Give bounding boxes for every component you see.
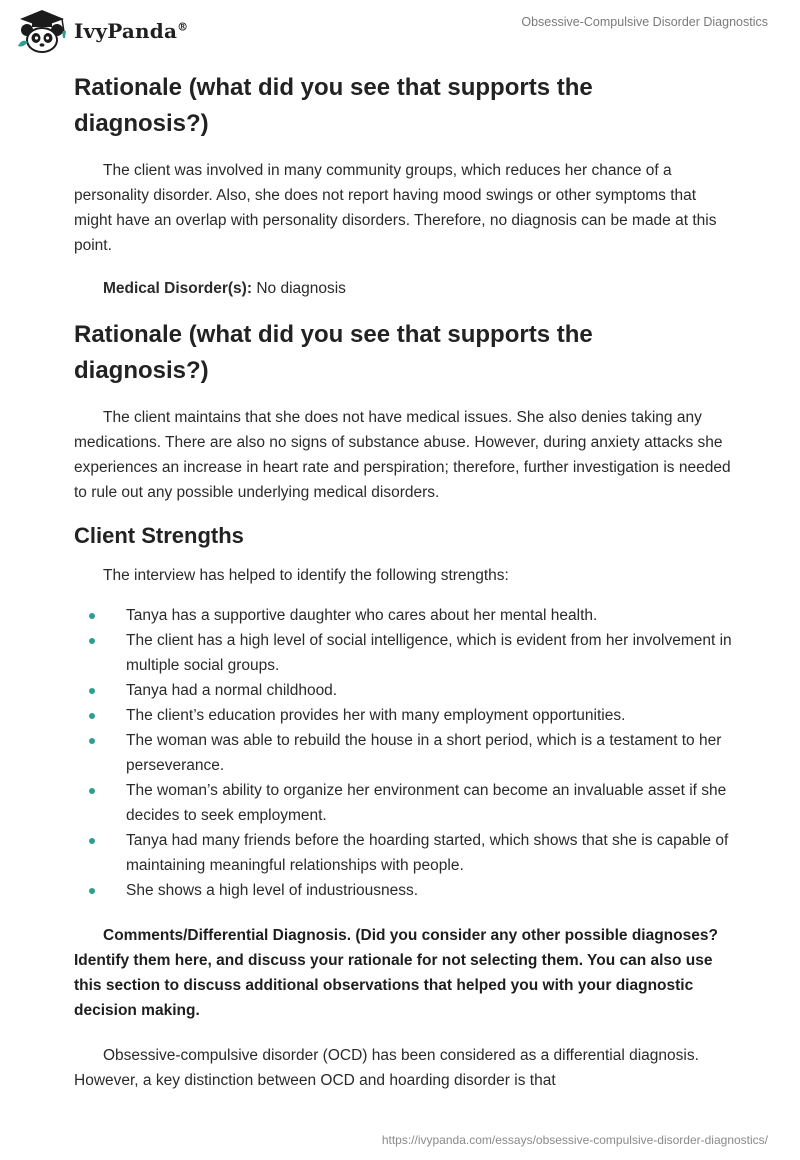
page-header bbox=[0, 0, 800, 60]
ivypanda-logo[interactable] bbox=[12, 8, 192, 54]
ocd-paragraph: Obsessive-compulsive disorder (OCD) has been considered as a differential diagnosis. However, a key distinction between OCD and hoarding disorder is that bbox=[74, 1047, 699, 1089]
bullet-icon bbox=[89, 788, 95, 794]
medical-disorder-label: Medical Disorder(s): bbox=[103, 280, 253, 297]
bullet-icon bbox=[89, 688, 95, 694]
bullet-icon bbox=[89, 613, 95, 619]
comments-differential-heading: Comments/Differential Diagnosis. (Did you consider any other possible diagnoses? Identify them here, and discuss your rationale for not selecting them. You can also use this section to discuss additional observations that helped you with your diagnostic decision making. bbox=[74, 927, 718, 1019]
list-item: She shows a high level of industriousness. bbox=[74, 878, 734, 903]
rationale-paragraph-1: The client was involved in many community groups, which reduces her chance of a personality disorder. Also, she does not report having mood swings or other symptoms that might have an overlap with personality disorders. Therefore, no diagnosis can be made at this point. bbox=[74, 162, 717, 254]
bullet-icon bbox=[89, 713, 95, 719]
document-title: Obsessive-Compulsive Disorder Diagnostics bbox=[521, 15, 768, 29]
list-item: Tanya had a normal childhood. bbox=[74, 678, 734, 703]
list-item: Tanya has a supportive daughter who cares about her mental health. bbox=[74, 603, 734, 628]
list-item: The client has a high level of social intelligence, which is evident from her involvement in multiple social groups. bbox=[74, 628, 734, 678]
rationale-paragraph-2: The client maintains that she does not have medical issues. She also denies taking any medications. There are also no signs of substance abuse. However, during anxiety attacks she experiences an increase in heart rate and perspiration; therefore, further investigation is needed to rule out any possible underlying medical disorders. bbox=[74, 409, 731, 501]
essay-content bbox=[74, 70, 734, 1093]
bullet-icon bbox=[89, 888, 95, 894]
strengths-list bbox=[74, 603, 734, 903]
source-url[interactable]: https://ivypanda.com/essays/obsessive-compulsive-disorder-diagnostics/ bbox=[381, 1133, 768, 1147]
bullet-icon bbox=[89, 738, 95, 744]
panda-mascot-icon bbox=[12, 8, 72, 54]
list-item: The woman’s ability to organize her environment can become an invaluable asset if she decides to seek employment. bbox=[74, 778, 734, 828]
brand-name: IvyPanda® bbox=[74, 19, 189, 43]
rationale-heading-2: Rationale (what did you see that supports the diagnosis?) bbox=[74, 321, 593, 384]
list-item: The client’s education provides her with many employment opportunities. bbox=[74, 703, 734, 728]
rationale-heading-1: Rationale (what did you see that supports the diagnosis?) bbox=[74, 74, 593, 137]
bullet-icon bbox=[89, 838, 95, 844]
client-strengths-heading: Client Strengths bbox=[74, 523, 244, 548]
bullet-icon bbox=[89, 638, 95, 644]
medical-disorder-value: No diagnosis bbox=[252, 280, 346, 297]
list-item: The woman was able to rebuild the house in a short period, which is a testament to her perseverance. bbox=[74, 728, 734, 778]
medical-disorder-line bbox=[74, 276, 734, 301]
strengths-intro: The interview has helped to identify the following strengths: bbox=[103, 567, 509, 584]
list-item: Tanya had many friends before the hoarding started, which shows that she is capable of maintaining meaningful relationships with people. bbox=[74, 828, 734, 878]
